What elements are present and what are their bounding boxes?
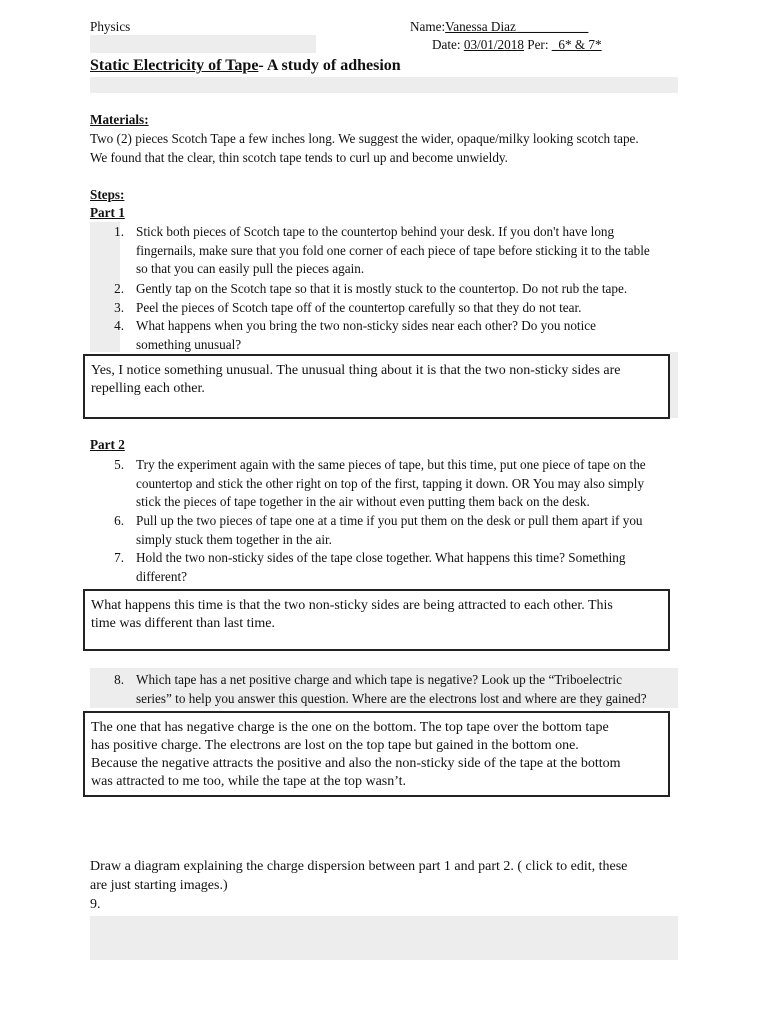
part2-heading: Part 2	[90, 437, 125, 452]
step-text: Pull up the two pieces of tape one at a time if you put them on the desk or pull them apart if you simply stuck them together in the air.	[136, 513, 643, 547]
step-number: 4.	[114, 318, 124, 333]
subject-label: Physics	[90, 19, 131, 34]
answer-box-part2[interactable]: What happens this time is that the two non-sticky sides are being attracted to each other. This time was different than last time.	[83, 589, 670, 651]
step-text: Which tape has a net positive charge and which tape is negative? Look up the “Triboelectric series” to help you answer this question. Where are the electrons lost and where are they gained?	[136, 672, 647, 706]
step-number: 8.	[114, 672, 124, 687]
date-line	[432, 37, 602, 53]
date-value[interactable]: 03/01/2018	[463, 37, 524, 52]
answer1-side-band	[670, 352, 678, 418]
title-band	[90, 77, 678, 93]
step-number: 3.	[114, 300, 124, 315]
step-text: Stick both pieces of Scotch tape to the countertop behind your desk. If you don't have long fingernails, make sure that you fold one corner of each piece of tape before sticking it to the table so that you can easily pull the pieces again.	[136, 224, 650, 276]
part1-heading: Part 1	[90, 205, 125, 220]
step-number: 5.	[114, 457, 124, 472]
step-text: Try the experiment again with the same pieces of tape, but this time, put one piece of tape on the countertop and stick the other right on top of the first, tapping it down. OR You may also simply stick the pieces of tape together in the air without even putting them back on the desk.	[136, 457, 646, 509]
per-value[interactable]: _6* & 7*	[551, 37, 602, 52]
steps-heading: Steps:	[90, 187, 125, 202]
step-text: What happens when you bring the two non-sticky sides near each other? Do you notice something unusual?	[136, 318, 596, 352]
step-number: 1.	[114, 224, 124, 239]
diagram-band	[90, 916, 678, 960]
page-title	[90, 57, 401, 75]
name-line	[410, 19, 588, 35]
step-number: 2.	[114, 281, 124, 296]
name-blank: ___________	[515, 19, 589, 34]
step-number: 6.	[114, 513, 124, 528]
materials-line: We found that the clear, thin scotch tape tends to curl up and become unwieldy.	[90, 150, 508, 165]
answer-box-charge[interactable]: The one that has negative charge is the one on the bottom. The top tape over the bottom tape has positive charge. The electrons are lost on the top tape but gained in the bottom one. Because the negative attracts the positive and also the non-sticky side of the tape at the bottom was attracted to me too, while the tape at the top wasn’t.	[83, 711, 670, 797]
name-label: Name:	[410, 19, 446, 34]
student-name[interactable]: Vanessa Diaz	[445, 19, 516, 34]
diagram-number: 9.	[90, 897, 101, 912]
title-main: Static Electricity of Tape	[90, 57, 259, 74]
materials-heading: Materials:	[90, 112, 149, 127]
per-label: Per:	[527, 37, 549, 52]
step-text: Peel the pieces of Scotch tape off of the countertop carefully so that they do not tear.	[136, 300, 582, 315]
diagram-prompt: Draw a diagram explaining the charge dispersion between part 1 and part 2. ( click to edit, these are just starting images.) 9.	[90, 859, 628, 912]
step-number: 7.	[114, 550, 124, 565]
title-sub: - A study of adhesion	[258, 57, 401, 74]
step-text: Hold the two non-sticky sides of the tape close together. What happens this time? Something different?	[136, 550, 626, 584]
step-text: Gently tap on the Scotch tape so that it is mostly stuck to the countertop. Do not rub the tape.	[136, 281, 628, 296]
date-label: Date:	[432, 37, 461, 52]
answer-box-part1[interactable]: Yes, I notice something unusual. The unusual thing about it is that the two non-sticky sides are repelling each other.	[83, 354, 670, 419]
materials-line: Two (2) pieces Scotch Tape a few inches long. We suggest the wider, opaque/milky looking scotch tape.	[90, 131, 639, 146]
header-band	[90, 35, 316, 53]
